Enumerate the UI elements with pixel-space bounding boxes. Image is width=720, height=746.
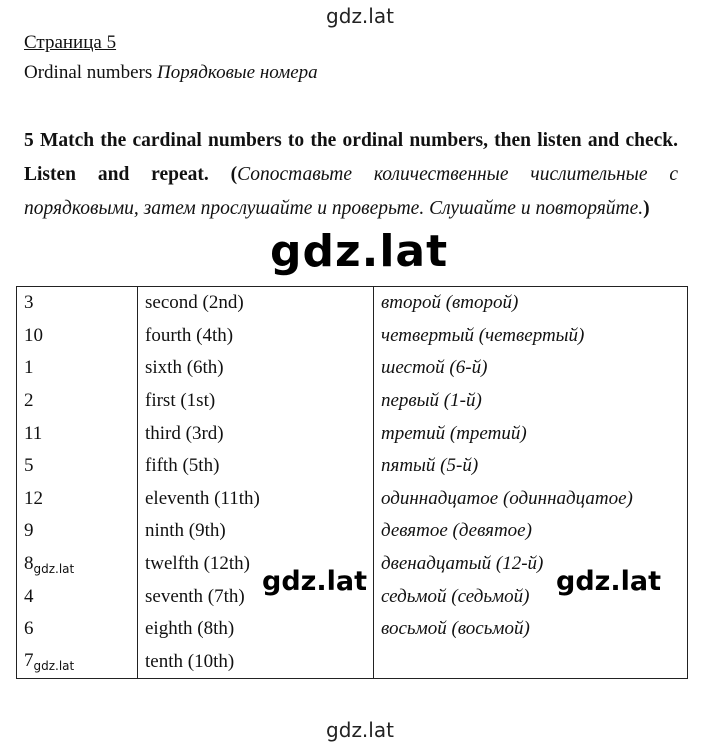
cardinal-cell: 2 [17,385,138,418]
subtitle-english: Ordinal numbers [24,62,153,83]
table-row [17,450,688,483]
translation-cell: седьмой (седьмой) [374,580,688,613]
cardinal-cell: 9 [17,515,138,548]
subtitle-russian: Порядковые номера [156,62,318,83]
translation-cell: двенадцатый (12-й) [374,548,688,581]
watermark-middle-right: gdz.lat [556,566,662,597]
inline-watermark: gdz.lat [33,561,75,576]
ordinal-cell: first (1st) [138,385,374,418]
ordinal-cell: tenth (10th) [138,646,374,679]
ordinal-cell: twelfth (12th) [138,548,374,581]
translation-cell: одиннадцатое (одиннадцатое) [374,483,688,516]
task-text: 5 Match the cardinal numbers to the ordinal numbers, then listen and check. [24,130,678,151]
ordinal-cell: sixth (6th) [138,352,374,385]
matching-table [16,286,688,679]
task-close-paren: ) [643,198,650,219]
translation-cell: восьмой (восьмой) [374,613,688,646]
ordinal-cell: eighth (8th) [138,613,374,646]
watermark-middle-left: gdz.lat [262,566,368,597]
cardinal-cell [17,646,138,679]
watermark-large: gdz.lat [270,226,449,277]
section-subtitle [24,62,318,84]
cardinal-cell: 6 [17,613,138,646]
ordinal-cell: third (3rd) [138,417,374,450]
task-instruction [24,124,678,226]
cardinal-value: 8 [24,552,34,574]
table-row [17,320,688,353]
cardinal-cell: 12 [17,483,138,516]
table-row [17,287,688,320]
table-row [17,483,688,516]
ordinal-cell: fourth (4th) [138,320,374,353]
ordinal-cell: second (2nd) [138,287,374,320]
inline-watermark: gdz.lat [33,659,75,674]
ordinal-cell: ninth (9th) [138,515,374,548]
translation-cell: второй (второй) [374,287,688,320]
table-row [17,385,688,418]
translation-cell: девятое (девятое) [374,515,688,548]
translation-cell: пятый (5-й) [374,450,688,483]
table-row [17,352,688,385]
page-label: Страница 5 [24,32,117,53]
cardinal-cell: 3 [17,287,138,320]
table-row [17,646,688,679]
table-row [17,417,688,450]
cardinal-cell: 4 [17,580,138,613]
table-row [17,515,688,548]
cardinal-cell: 11 [17,417,138,450]
ordinal-cell: eleventh (11th) [138,483,374,516]
ordinal-cell: seventh (7th) [138,580,374,613]
task-open-paren: ( [230,164,238,185]
table-row [17,613,688,646]
cardinal-cell: 1 [17,352,138,385]
watermark-bottom: gdz.lat [326,718,394,742]
cardinal-cell: 10 [17,320,138,353]
translation-cell: четвертый (четвертый) [374,320,688,353]
cardinal-cell [17,548,138,581]
cardinal-value: 7 [24,650,34,672]
translation-cell: шестой (6-й) [374,352,688,385]
task-repeat: Listen and repeat. [24,164,209,185]
ordinal-cell: fifth (5th) [138,450,374,483]
task-translation: Сопоставьте количественные числительные с порядковыми, затем прослушайте и проверьте. Слушайте и повторяйте. [24,164,679,219]
translation-cell: первый (1-й) [374,385,688,418]
cardinal-cell: 5 [17,450,138,483]
translation-cell: третий (третий) [374,417,688,450]
translation-cell [374,646,688,679]
watermark-top: gdz.lat [326,4,394,28]
